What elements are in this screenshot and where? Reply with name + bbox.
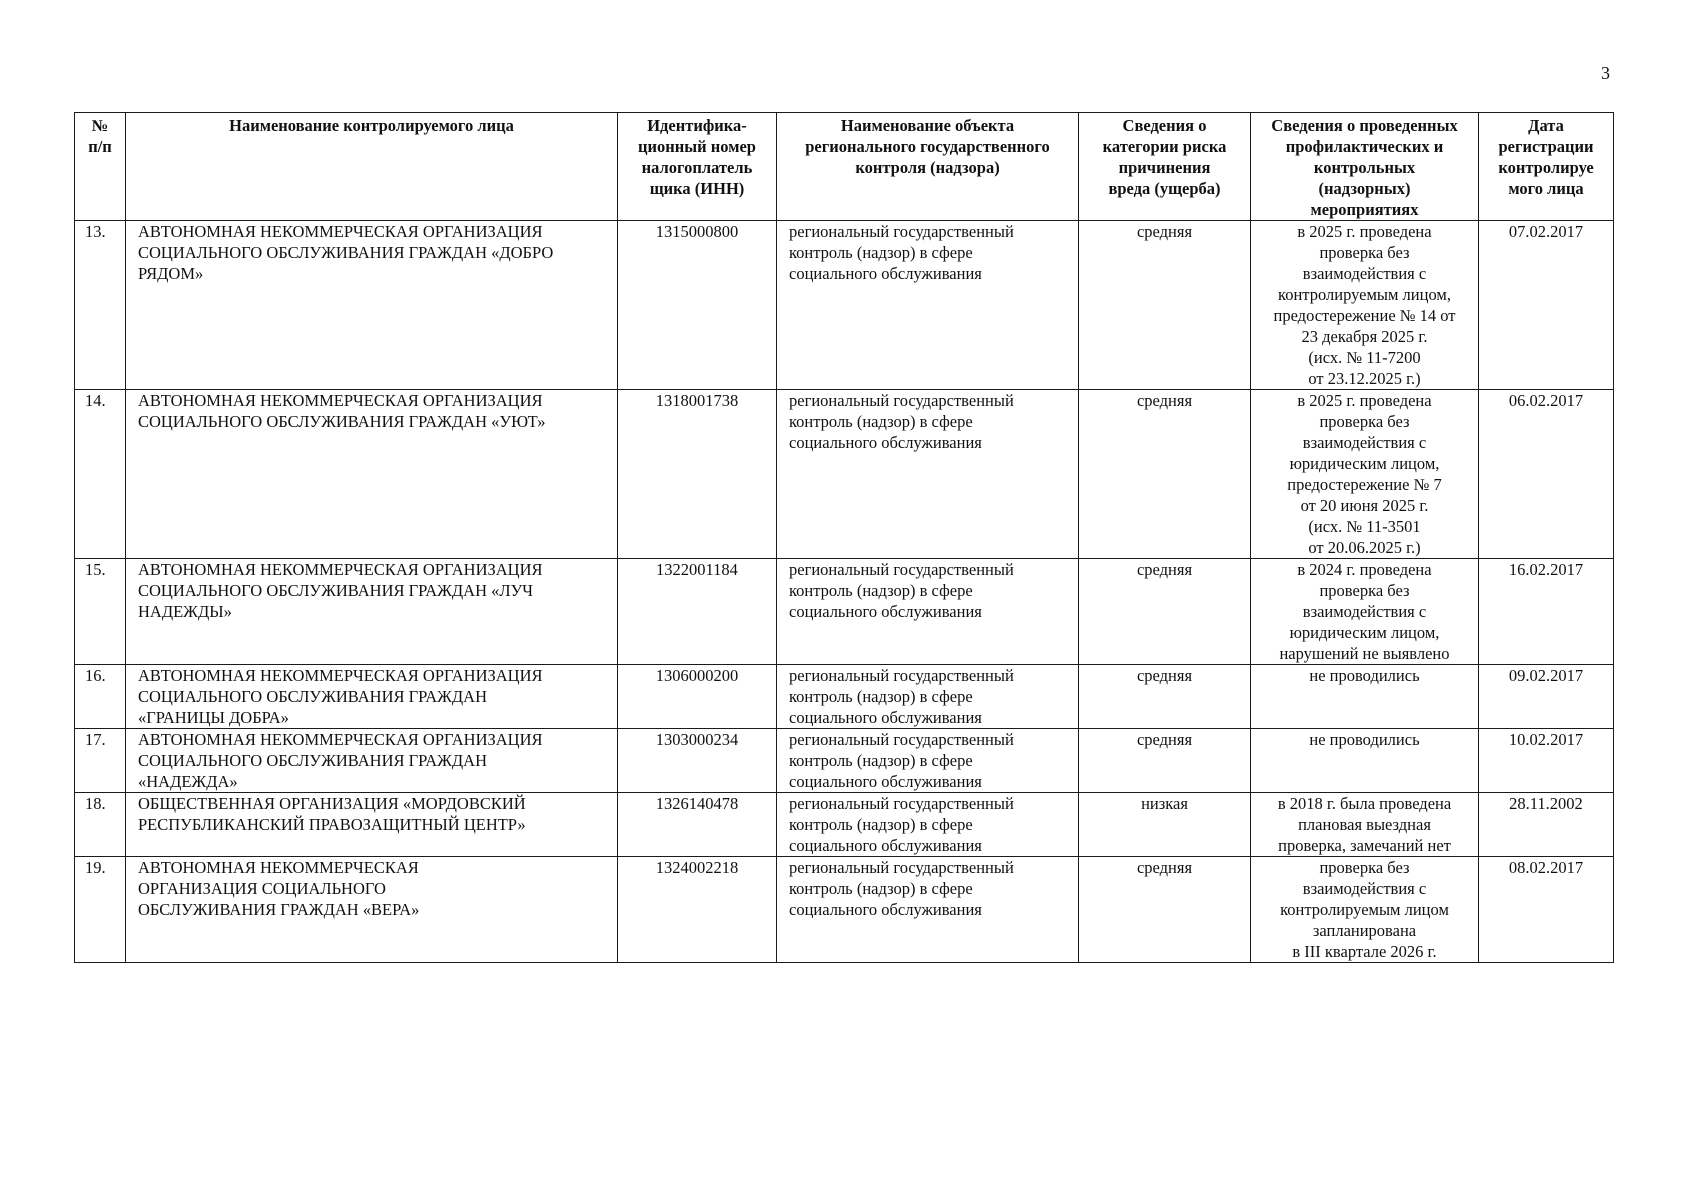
cell-object: региональный государственный контроль (надзор) в сфере социального обслуживания bbox=[777, 793, 1079, 857]
cell-risk: средняя bbox=[1079, 559, 1251, 665]
cell-inn: 1324002218 bbox=[618, 857, 777, 963]
cell-inn: 1306000200 bbox=[618, 665, 777, 729]
cell-object: региональный государственный контроль (надзор) в сфере социального обслуживания bbox=[777, 857, 1079, 963]
table-row bbox=[75, 665, 1614, 729]
registry-table bbox=[74, 112, 1614, 963]
header-events: Сведения о проведенных профилактических и контрольных (надзорных) мероприятиях bbox=[1251, 113, 1479, 221]
cell-date: 16.02.2017 bbox=[1479, 559, 1614, 665]
cell-num: 14. bbox=[75, 390, 126, 559]
cell-date: 09.02.2017 bbox=[1479, 665, 1614, 729]
cell-name: АВТОНОМНАЯ НЕКОММЕРЧЕСКАЯ ОРГАНИЗАЦИЯ СОЦИАЛЬНОГО ОБСЛУЖИВАНИЯ ГРАЖДАН «НАДЕЖДА» bbox=[126, 729, 618, 793]
cell-num: 18. bbox=[75, 793, 126, 857]
cell-date: 28.11.2002 bbox=[1479, 793, 1614, 857]
cell-name: АВТОНОМНАЯ НЕКОММЕРЧЕСКАЯ ОРГАНИЗАЦИЯ СОЦИАЛЬНОГО ОБСЛУЖИВАНИЯ ГРАЖДАН «ДОБРО РЯДОМ» bbox=[126, 221, 618, 390]
cell-name: АВТОНОМНАЯ НЕКОММЕРЧЕСКАЯ ОРГАНИЗАЦИЯ СОЦИАЛЬНОГО ОБСЛУЖИВАНИЯ ГРАЖДАН «ЛУЧ НАДЕЖДЫ» bbox=[126, 559, 618, 665]
header-date: Дата регистрации контролируе мого лица bbox=[1479, 113, 1614, 221]
table-row bbox=[75, 390, 1614, 559]
cell-inn: 1326140478 bbox=[618, 793, 777, 857]
cell-object: региональный государственный контроль (надзор) в сфере социального обслуживания bbox=[777, 729, 1079, 793]
header-inn: Идентифика- ционный номер налогоплатель щика (ИНН) bbox=[618, 113, 777, 221]
cell-num: 19. bbox=[75, 857, 126, 963]
cell-date: 10.02.2017 bbox=[1479, 729, 1614, 793]
cell-object: региональный государственный контроль (надзор) в сфере социального обслуживания bbox=[777, 221, 1079, 390]
cell-inn: 1322001184 bbox=[618, 559, 777, 665]
cell-events: не проводились bbox=[1251, 729, 1479, 793]
cell-risk: средняя bbox=[1079, 665, 1251, 729]
cell-num: 13. bbox=[75, 221, 126, 390]
cell-inn: 1318001738 bbox=[618, 390, 777, 559]
cell-name: АВТОНОМНАЯ НЕКОММЕРЧЕСКАЯ ОРГАНИЗАЦИЯ СОЦИАЛЬНОГО ОБСЛУЖИВАНИЯ ГРАЖДАН «ГРАНИЦЫ ДОБРА» bbox=[126, 665, 618, 729]
cell-inn: 1303000234 bbox=[618, 729, 777, 793]
table-row bbox=[75, 793, 1614, 857]
cell-date: 06.02.2017 bbox=[1479, 390, 1614, 559]
cell-name: АВТОНОМНАЯ НЕКОММЕРЧЕСКАЯ ОРГАНИЗАЦИЯ СОЦИАЛЬНОГО ОБСЛУЖИВАНИЯ ГРАЖДАН «ВЕРА» bbox=[126, 857, 618, 963]
cell-risk: низкая bbox=[1079, 793, 1251, 857]
cell-events: в 2025 г. проведена проверка без взаимодействия с контролируемым лицом, предостережение № 14 от 23 декабря 2025 г. (исх. № 11-7200 от 23.12.2025 г.) bbox=[1251, 221, 1479, 390]
cell-date: 08.02.2017 bbox=[1479, 857, 1614, 963]
cell-date: 07.02.2017 bbox=[1479, 221, 1614, 390]
cell-object: региональный государственный контроль (надзор) в сфере социального обслуживания bbox=[777, 559, 1079, 665]
page-number: 3 bbox=[1601, 63, 1610, 83]
cell-events: в 2024 г. проведена проверка без взаимодействия с юридическим лицом, нарушений не выявлено bbox=[1251, 559, 1479, 665]
cell-num: 17. bbox=[75, 729, 126, 793]
cell-name: ОБЩЕСТВЕННАЯ ОРГАНИЗАЦИЯ «МОРДОВСКИЙ РЕСПУБЛИКАНСКИЙ ПРАВОЗАЩИТНЫЙ ЦЕНТР» bbox=[126, 793, 618, 857]
table-row bbox=[75, 221, 1614, 390]
header-num: № п/п bbox=[75, 113, 126, 221]
cell-inn: 1315000800 bbox=[618, 221, 777, 390]
table-row bbox=[75, 559, 1614, 665]
cell-num: 15. bbox=[75, 559, 126, 665]
cell-events: не проводились bbox=[1251, 665, 1479, 729]
cell-events: в 2025 г. проведена проверка без взаимодействия с юридическим лицом, предостережение № 7 от 20 июня 2025 г. (исх. № 11-3501 от 20.06.2025 г.) bbox=[1251, 390, 1479, 559]
cell-object: региональный государственный контроль (надзор) в сфере социального обслуживания bbox=[777, 665, 1079, 729]
cell-risk: средняя bbox=[1079, 729, 1251, 793]
table-row bbox=[75, 729, 1614, 793]
header-name: Наименование контролируемого лица bbox=[126, 113, 618, 221]
cell-risk: средняя bbox=[1079, 390, 1251, 559]
table-row bbox=[75, 857, 1614, 963]
cell-risk: средняя bbox=[1079, 857, 1251, 963]
cell-object: региональный государственный контроль (надзор) в сфере социального обслуживания bbox=[777, 390, 1079, 559]
header-risk: Сведения о категории риска причинения вреда (ущерба) bbox=[1079, 113, 1251, 221]
cell-risk: средняя bbox=[1079, 221, 1251, 390]
table-header-row bbox=[75, 113, 1614, 221]
header-object: Наименование объекта регионального государственного контроля (надзора) bbox=[777, 113, 1079, 221]
cell-events: в 2018 г. была проведена плановая выездная проверка, замечаний нет bbox=[1251, 793, 1479, 857]
cell-name: АВТОНОМНАЯ НЕКОММЕРЧЕСКАЯ ОРГАНИЗАЦИЯ СОЦИАЛЬНОГО ОБСЛУЖИВАНИЯ ГРАЖДАН «УЮТ» bbox=[126, 390, 618, 559]
cell-num: 16. bbox=[75, 665, 126, 729]
cell-events: проверка без взаимодействия с контролируемым лицом запланирована в III квартале 2026 г. bbox=[1251, 857, 1479, 963]
